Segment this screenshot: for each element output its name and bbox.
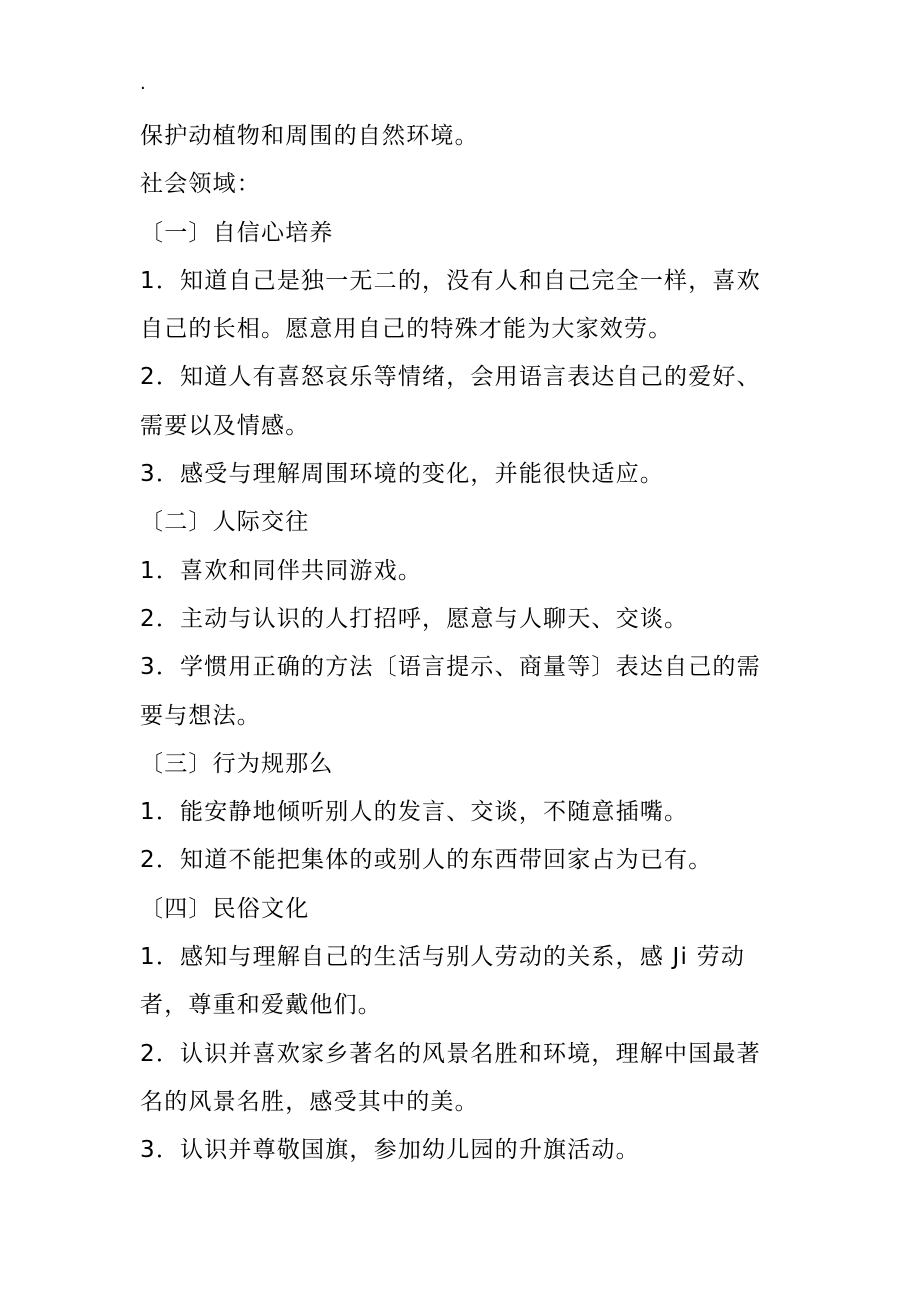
list-item-continuation: 自己的长相。愿意用自己的特殊才能为大家效劳。	[140, 316, 673, 343]
list-item-continuation: 者，尊重和爱戴他们。	[140, 992, 382, 1019]
list-item: 2．知道不能把集体的或别人的东西带回家占为已有。	[140, 847, 713, 874]
list-item: 1．喜欢和同伴共同游戏。	[140, 557, 423, 584]
page-marker: .	[140, 73, 146, 94]
list-item: 1．能安静地倾听别人的发言、交谈，不随意插嘴。	[140, 799, 689, 826]
document-body	[140, 112, 790, 1175]
list-item: 3．感受与理解周围环境的变化，并能很快适应。	[140, 461, 665, 488]
paragraph-line: 保护动植物和周围的自然环境。	[140, 123, 479, 149]
section-heading: 社会领域：	[140, 171, 261, 198]
list-item: 2．认识并喜欢家乡著名的风景名胜和环境，理解中国最著	[140, 1040, 761, 1067]
list-item: 1．知道自己是独一无二的，没有人和自己完全一样，喜欢	[140, 267, 761, 294]
list-item: 2．主动与认识的人打招呼，愿意与人聊天、交谈。	[140, 605, 689, 632]
list-item: 3．学惯用正确的方法〔语言提示、商量等〕表达自己的需	[140, 654, 761, 681]
list-item: 1．感知与理解自己的生活与别人劳动的关系，感 Ji 劳动	[140, 944, 746, 971]
subsection-heading: 〔四〕民俗文化	[140, 895, 310, 922]
list-item: 2．知道人有喜怒哀乐等情绪，会用语言表达自己的爱好、	[140, 364, 761, 391]
subsection-heading: 〔二〕人际交往	[140, 509, 310, 536]
list-item-continuation: 要与想法。	[140, 702, 261, 729]
list-item-continuation: 需要以及情感。	[140, 412, 310, 439]
subsection-heading: 〔三〕行为规那么	[140, 750, 334, 777]
list-item: 3．认识并尊敬国旗，参加幼儿园的升旗活动。	[140, 1137, 640, 1164]
subsection-heading: 〔一〕自信心培养	[140, 219, 334, 246]
list-item-continuation: 名的风景名胜，感受其中的美。	[140, 1088, 479, 1115]
